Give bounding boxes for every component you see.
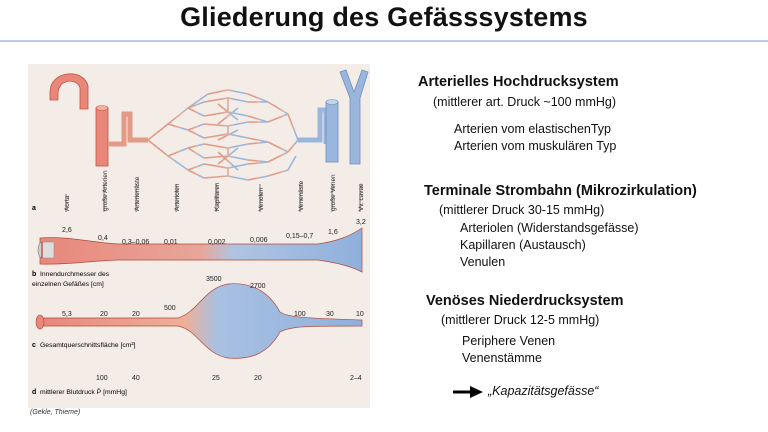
- diameter-value: 0,3–0,06: [122, 239, 150, 246]
- label-aorta: Aorta: [64, 195, 71, 211]
- sub-microcirculation: (mittlerer Druck 30-15 mmHg): [439, 203, 605, 217]
- label-capillaries: Kapillaren: [214, 182, 221, 211]
- page-title: Gliederung des Gefässsystems: [180, 2, 588, 32]
- area-value: 500: [164, 305, 176, 312]
- sub-high-pressure: (mittlerer art. Druck ~100 mmHg): [433, 95, 617, 109]
- label-venae-cavae: Vv. cavae: [358, 183, 365, 211]
- panel-b-label-line2: einzelnen Gefäßes [cm]: [32, 281, 104, 288]
- item-peripheral-veins: Periphere Venen: [462, 334, 556, 348]
- panel-a-letter: a: [32, 205, 36, 212]
- diameter-value: 0,002: [208, 239, 226, 246]
- right-arrow-icon: [452, 385, 484, 399]
- panel-d-letter: d: [32, 389, 37, 396]
- capacity-vessels-label: „Kapazitätsgefässe“: [488, 384, 599, 398]
- item-vein-trunks: Venenstämme: [462, 351, 542, 365]
- area-value: 20: [132, 311, 140, 318]
- label-large-arteries: große Arterien: [102, 170, 109, 211]
- diameter-value: 1,6: [328, 229, 338, 236]
- pressure-value: 2–4: [350, 375, 362, 382]
- diameter-value: 2,6: [62, 227, 72, 234]
- vascular-diagram: [28, 64, 370, 408]
- label-large-veins: große Venen: [330, 174, 337, 211]
- figure-caption: (Gekle, Thieme): [30, 409, 81, 416]
- heading-low-pressure: Venöses Niederdrucksystem: [426, 293, 624, 309]
- area-value: 20: [100, 311, 108, 318]
- pressure-value: 100: [96, 375, 108, 382]
- area-value: 3500: [206, 276, 222, 283]
- label-arterioles: Arteriolen: [174, 183, 181, 211]
- diameter-value: 0,15–0,7: [286, 233, 314, 240]
- vena-cava: [340, 70, 368, 164]
- area-value: 100: [294, 311, 306, 318]
- diameter-value: 0,01: [164, 239, 178, 246]
- item-capillaries: Kapillaren (Austausch): [460, 238, 586, 252]
- diameter-profile: [40, 228, 362, 272]
- label-venules: Venolen: [258, 187, 265, 211]
- sub-low-pressure: (mittlerer Druck 12-5 mmHg): [441, 313, 600, 327]
- vein-trunk: [298, 110, 326, 144]
- pressure-value: 20: [254, 375, 262, 382]
- heading-high-pressure: Arterielles Hochdrucksystem: [418, 74, 619, 90]
- area-value: 5,3: [62, 311, 72, 318]
- area-value: 10: [356, 311, 364, 318]
- diameter-value: 0,006: [250, 237, 268, 244]
- panel-b-label-line1: Innendurchmesser des: [40, 271, 110, 278]
- pressure-value: 25: [212, 375, 220, 382]
- heading-microcirculation: Terminale Strombahn (Mikrozirkulation): [424, 183, 697, 199]
- item-muscular-arteries: Arterien vom muskulären Typ: [454, 139, 617, 153]
- vascular-diagram-svg: [28, 64, 370, 408]
- diameter-value: 3,2: [356, 219, 366, 226]
- cross-section-cylinder-end: [36, 315, 44, 329]
- vein-cylinder: [326, 102, 338, 162]
- area-value: 30: [326, 311, 334, 318]
- area-value: 2700: [250, 283, 266, 290]
- label-artery-branches: Arterienäste: [134, 176, 141, 211]
- panel-b-letter: b: [32, 271, 37, 278]
- title-divider: [0, 40, 768, 42]
- aortic-arch: [50, 74, 88, 109]
- artery-trunk: [108, 114, 148, 144]
- panel-d-label: mittlerer Blutdruck P̄ [mmHg]: [40, 389, 127, 396]
- panel-c-label: Gesamtquerschnittsfläche [cm²]: [40, 342, 136, 349]
- item-venules: Venulen: [460, 255, 506, 269]
- label-vein-branches: Venenäste: [298, 180, 305, 211]
- capillary-network: [148, 90, 298, 180]
- diameter-value: 0,4: [98, 235, 108, 242]
- panel-c-letter: c: [32, 342, 36, 349]
- pressure-value: 40: [132, 375, 140, 382]
- artery-cylinder: [96, 108, 108, 166]
- item-arterioles: Arteriolen (Widerstandsgefässe): [460, 221, 639, 235]
- item-elastic-arteries: Arterien vom elastischenTyp: [454, 122, 612, 136]
